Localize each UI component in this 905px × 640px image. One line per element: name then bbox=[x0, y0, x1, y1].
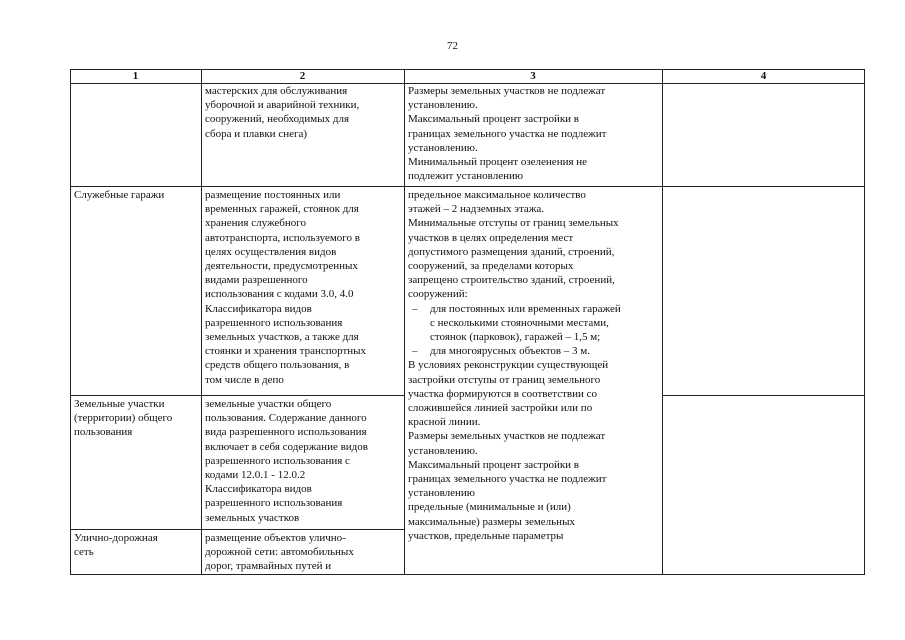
row-c-description bbox=[205, 397, 400, 525]
text-line: предельное максимальное количество bbox=[408, 189, 586, 201]
text-line: (территории) общего bbox=[74, 412, 173, 425]
column-header-4: 4 bbox=[760, 70, 767, 82]
column-divider bbox=[404, 69, 405, 575]
row-a-parameters bbox=[408, 84, 659, 183]
text-line: размещение объектов улично- bbox=[205, 532, 346, 544]
text-line: установлению. bbox=[408, 141, 478, 154]
text-line: с несколькими стояночными местами, bbox=[430, 316, 609, 329]
text-line: для постоянных или временных гаражей bbox=[430, 302, 621, 315]
text-line: земельные участки общего bbox=[205, 398, 332, 410]
text-line: деятельности, предусмотренных bbox=[205, 260, 358, 273]
text-line: земельных участков bbox=[205, 511, 300, 524]
text-line: стоянок (парковок), гаражей – 1,5 м; bbox=[430, 331, 601, 344]
text-line: участков в целях определения мест bbox=[408, 231, 574, 244]
merged-parameters-cell bbox=[408, 188, 659, 543]
text-line: сооружений, необходимых для bbox=[205, 113, 350, 126]
text-line: сооружений, за пределами которых bbox=[408, 260, 574, 273]
text-line: Минимальные отступы от границ земельных bbox=[408, 217, 619, 230]
text-line: целях осуществления видов bbox=[205, 245, 337, 258]
text-line: автотранспорта, используемого в bbox=[205, 231, 360, 244]
text-line: участков, предельные параметры bbox=[408, 529, 564, 542]
text-line: дорог, трамвайных путей и bbox=[205, 560, 332, 573]
text-line: предельные (минимальные и (или) bbox=[408, 501, 571, 514]
bullet-list bbox=[408, 302, 659, 359]
text-line: Максимальный процент застройки в bbox=[408, 113, 579, 126]
text-line: пользования. Содержание данного bbox=[205, 412, 367, 425]
row-c-type-name bbox=[74, 397, 198, 440]
text-line: вида разрешенного использования bbox=[205, 426, 367, 439]
text-line: размещение постоянных или bbox=[205, 189, 341, 201]
text-line: установлению. bbox=[408, 444, 478, 457]
text-line: запрещено строительство зданий, строений, bbox=[408, 274, 615, 287]
text-line: допустимого размещения зданий, строений, bbox=[408, 245, 615, 258]
text-line bbox=[205, 84, 400, 98]
text-line: этажей – 2 надземных этажа. bbox=[408, 203, 545, 216]
text-line: стоянки и хранения транспортных bbox=[205, 345, 367, 358]
text-line: уборочной и аварийной техники, bbox=[205, 99, 360, 112]
row-a-description bbox=[205, 84, 400, 141]
text-line: В условиях реконструкции существующей bbox=[408, 359, 609, 372]
text-line: Максимальный процент застройки в bbox=[408, 458, 579, 471]
text-line: застройки отступы от границ земельного bbox=[408, 373, 601, 386]
text-line: подлежит установлению bbox=[408, 170, 524, 183]
text-line: Классификатора видов bbox=[205, 483, 312, 496]
text-line: Размеры земельных участков не подлежат bbox=[408, 85, 606, 97]
bullet-item bbox=[408, 302, 659, 345]
text-line: видами разрешенного bbox=[205, 274, 308, 287]
bullet-item bbox=[408, 344, 659, 358]
text-line: хранения служебного bbox=[205, 217, 307, 230]
text-line: дорожной сети: автомобильных bbox=[205, 546, 354, 559]
text-line: установлению. bbox=[408, 99, 478, 112]
text-line: использования с кодами 3.0, 4.0 bbox=[205, 288, 354, 301]
text-line: Земельные участки bbox=[74, 398, 165, 410]
text-line: временных гаражей, стоянок для bbox=[205, 203, 359, 216]
row-divider bbox=[70, 395, 404, 396]
column-divider bbox=[201, 69, 202, 575]
text-line: Улично-дорожная bbox=[74, 532, 158, 544]
text-line: включает в себя содержание видов bbox=[205, 440, 368, 453]
text-line: земельных участков, а также для bbox=[205, 331, 359, 344]
text-line: сложившейся линией застройки или по bbox=[408, 402, 593, 415]
row-b-type-name bbox=[74, 188, 198, 202]
row-d-type-name bbox=[74, 531, 198, 559]
text-line: разрешенного использования с bbox=[205, 454, 350, 467]
text-line: сооружений: bbox=[408, 288, 468, 301]
page-number: 72 bbox=[447, 40, 458, 52]
text-line: Классификатора видов bbox=[205, 302, 312, 315]
text-line: разрешенного использования bbox=[205, 316, 343, 329]
text-line: пользования bbox=[74, 426, 133, 439]
row-divider bbox=[70, 186, 865, 187]
column-header-3: 3 bbox=[530, 70, 536, 82]
text-line: границах земельного участка не подлежит bbox=[408, 473, 607, 486]
text-line: кодами 12.0.1 - 12.0.2 bbox=[205, 469, 306, 482]
text-line: границах земельного участка не подлежит bbox=[408, 127, 607, 140]
text-line: установлению bbox=[408, 487, 476, 500]
text-line: максимальные) размеры земельных bbox=[408, 515, 575, 528]
bullet-dash: – bbox=[412, 302, 418, 315]
column-header-1: 1 bbox=[132, 70, 139, 82]
text-line: участка формируются в соответствии со bbox=[408, 387, 598, 400]
column-header-2: 2 bbox=[299, 70, 306, 82]
text-line: Размеры земельных участков не подлежат bbox=[408, 430, 606, 443]
text-line: том числе в депо bbox=[205, 373, 284, 386]
bullet-dash: – bbox=[412, 345, 418, 358]
text-line: для многоярусных объектов – 3 м. bbox=[430, 345, 591, 358]
text-line: сеть bbox=[74, 546, 94, 559]
text-line-content: мастерских для обслуживания bbox=[205, 85, 348, 97]
text-line: Минимальный процент озеленения не bbox=[408, 156, 588, 169]
row-divider bbox=[662, 395, 865, 396]
column-divider bbox=[662, 69, 663, 575]
row-d-description bbox=[205, 531, 400, 574]
text-line: красной линии. bbox=[408, 416, 481, 429]
text-line: Служебные гаражи bbox=[74, 189, 165, 201]
text-line: средств общего пользования, в bbox=[205, 359, 350, 372]
text-line: разрешенного использования bbox=[205, 497, 343, 510]
row-b-description bbox=[205, 188, 400, 387]
text-line: сбора и плавки снега) bbox=[205, 127, 308, 140]
row-divider bbox=[70, 529, 404, 530]
